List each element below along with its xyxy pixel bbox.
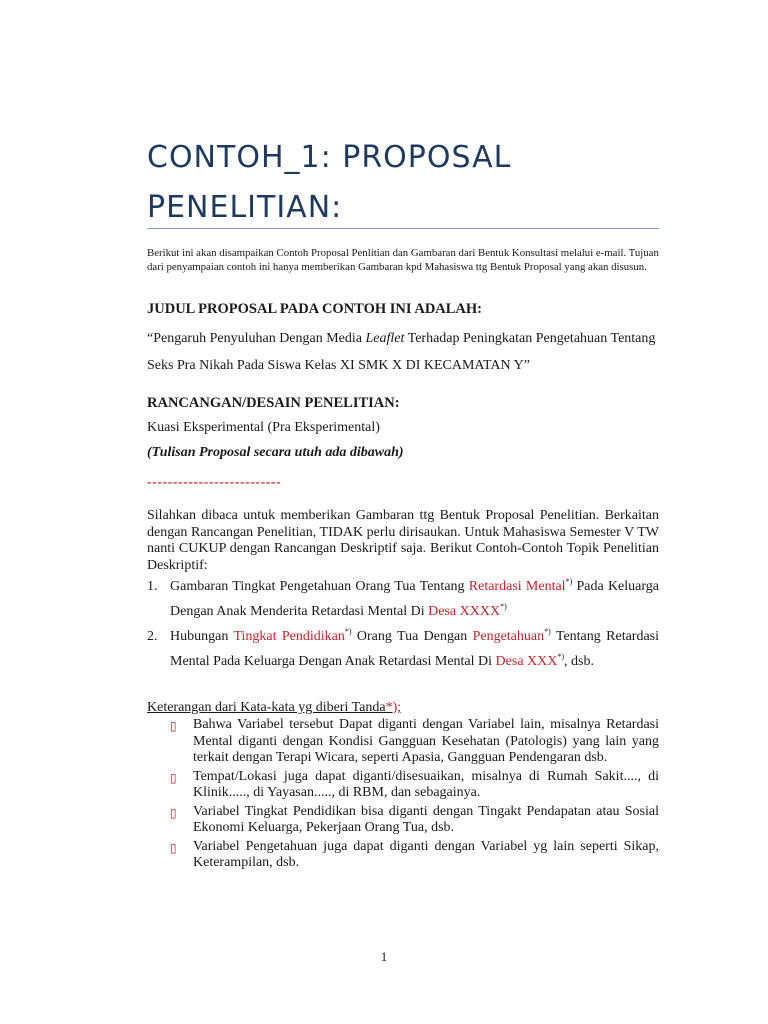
rancangan-note: (Tulisan Proposal secara utuh ada dibawah): [147, 445, 404, 460]
keterangan-text: Keterangan dari Kata-kata yg diberi Tanda: [147, 700, 386, 715]
list-item: [147, 624, 659, 674]
list-item: [170, 769, 659, 802]
page-number: 1: [380, 949, 388, 964]
list-item: [170, 839, 659, 872]
quote-italic-word: Leaflet: [365, 331, 405, 346]
quote-text-after: Terhadap Peningkatan Pengetahuan Tentang Seks Pra Nikah Pada Siswa Kelas XI SMK X DI KECAMATAN Y”: [147, 331, 656, 373]
list-item-text: Bahwa Variabel tersebut Dapat diganti dengan Variabel lain, misalnya Retardasi Mental diganti dengan Kondisi Gangguan Kesehatan (Patologis) yang lain yang terkait dengan Terapi Wicara, seperti Apasia, Gangguan Pendengaran dsb.: [193, 717, 659, 765]
list-text: Pada Keluarga Dengan Anak Menderita Retardasi Mental Di: [170, 579, 659, 619]
title-underline: [147, 228, 659, 229]
list-text: , dsb.: [564, 654, 594, 669]
list-item-text: Tempat/Lokasi juga dapat diganti/disesuaikan, misalnya di Rumah Sakit...., di Klinik....., di Yayasan....., di RBM, dan sebagainya.: [193, 768, 659, 800]
list-item: [147, 574, 659, 624]
footnote-mark: *): [544, 627, 551, 636]
judul-title-quote: [147, 325, 659, 379]
intro-paragraph: Berikut ini akan disampaikan Contoh Proposal Penlitian dan Gambaran dari Bentuk Konsultasi melalui e-mail. Tujuan dari penyampaian contoh ini hanya memberikan Gambaran kpd Mahasiswa ttg Bentuk Proposal yang akan disusun.: [147, 247, 659, 273]
footnote-mark: *): [557, 652, 565, 661]
bullet-icon: ▯: [170, 840, 177, 855]
variable-highlight: Tingkat Pendidikan: [233, 629, 345, 644]
list-text: Gambaran Tingkat Pengetahuan Orang Tua Tentang: [170, 579, 469, 594]
quote-text-before: “Pengaruh Penyuluhan Dengan Media: [147, 331, 366, 346]
body-paragraph: Silahkan dibaca untuk memberikan Gambaran ttg Bentuk Proposal Penelitian. Berkaitan dengan Rancangan Penelitian, TIDAK perlu dirisaukan. Untuk Mahasiswa Semester V TW nanti CUKUP dengan Rancangan Deskriptif saja. Berikut Contoh-Contoh Topik Penelitian Deskriptif:: [147, 508, 659, 573]
list-text: Tentang Retardasi Mental Pada Keluarga Dengan Anak Retardasi Mental Di: [170, 629, 660, 669]
bullet-icon: ▯: [170, 719, 177, 733]
variable-highlight: Pengetahuan: [472, 629, 545, 644]
rancangan-heading: RANCANGAN/DESAIN PENELITIAN:: [147, 395, 400, 411]
footnote-mark: *): [565, 577, 573, 586]
location-highlight: Desa XXX: [495, 654, 558, 669]
list-number: 1.: [147, 579, 158, 594]
list-text: Hubungan: [170, 629, 234, 644]
list-number: 2.: [147, 629, 158, 644]
list-item: [170, 804, 659, 837]
keterangan-list: [170, 717, 659, 874]
example-topics-list: [147, 574, 659, 674]
footnote-mark: *): [500, 602, 507, 611]
separator-line: --------------------------: [147, 475, 282, 490]
list-item-text: Variabel Tingkat Pendidikan bisa diganti dengan Tingakt Pendapatan atau Sosial Ekonomi Keluarga, Pekerjaan Orang Tua, dsb.: [193, 803, 659, 835]
bullet-icon: ▯: [170, 805, 177, 820]
bullet-icon: ▯: [170, 770, 177, 785]
list-text: Orang Tua Dengan: [351, 629, 473, 644]
list-item: [170, 717, 659, 767]
keterangan-mark: *);: [385, 700, 402, 715]
rancangan-type: Kuasi Eksperimental (Pra Eksperimental): [147, 420, 380, 435]
judul-heading: JUDUL PROPOSAL PADA CONTOH INI ADALAH:: [147, 301, 483, 317]
keterangan-label: [147, 700, 401, 716]
location-highlight: Desa XXXX: [428, 604, 501, 619]
list-item-text: Variabel Pengetahuan juga dapat diganti dengan Variabel yg lain seperti Sikap, Keterampilan, dsb.: [193, 838, 659, 870]
variable-highlight: Retardasi Mental: [468, 579, 566, 594]
footnote-mark: *): [344, 627, 352, 636]
page-title: CONTOH_1: PROPOSAL PENELITIAN:: [147, 140, 512, 225]
